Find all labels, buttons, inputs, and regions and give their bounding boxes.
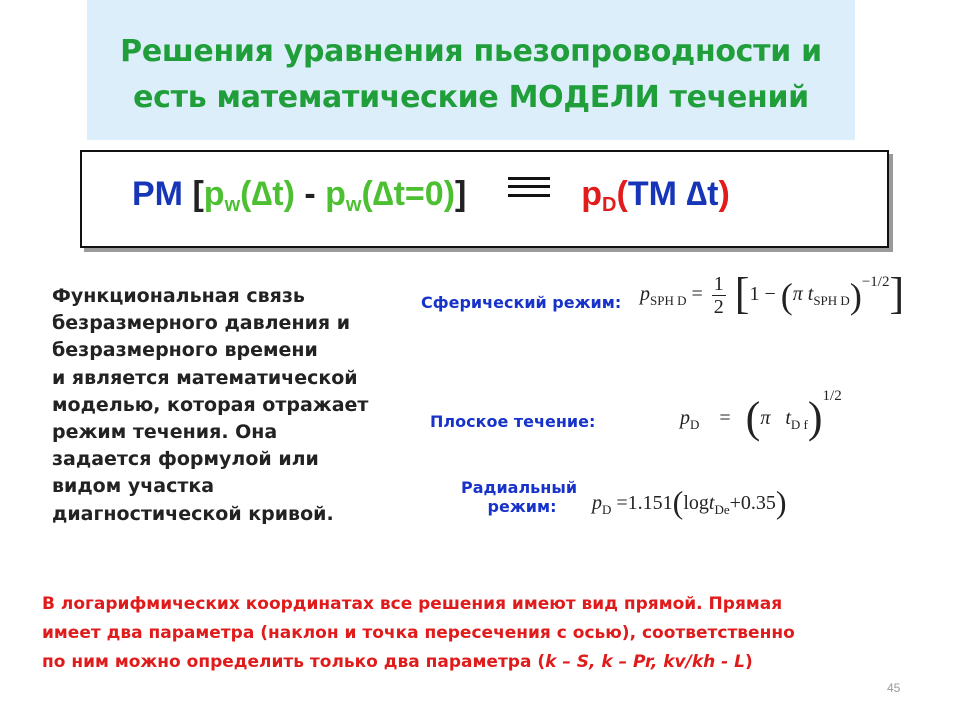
- planar-pi: π: [760, 407, 771, 429]
- bottom-note-line: имеет два параметра (наклон и точка пересечения с осью), соответственно: [42, 623, 795, 643]
- equivalence-sign: [508, 177, 550, 197]
- paragraph-line: моделью, которая отражает: [52, 393, 369, 416]
- description-paragraph: [52, 283, 392, 528]
- radial-paren-close: ): [775, 484, 787, 520]
- bottom-note-params: k – S, k – Pr, kv/kh - L: [545, 652, 745, 672]
- paragraph-line: и является математической: [52, 366, 358, 389]
- radial-log: log: [683, 492, 709, 514]
- spherical-fraction: [712, 273, 726, 318]
- paragraph-line: Функциональная связь: [52, 285, 305, 307]
- eq-rhs-open: (: [616, 175, 628, 213]
- spherical-lhs-sub: SPH D: [650, 293, 687, 308]
- spherical-one-minus: 1 −: [749, 283, 776, 305]
- paragraph-line: видом участка: [52, 475, 215, 498]
- eq-p1-sub: w: [224, 194, 241, 216]
- radial-t-sub: De: [714, 502, 730, 517]
- planar-t-sub: D f: [790, 417, 808, 432]
- spherical-lhs: p: [640, 283, 650, 305]
- eq-p2-sub: w: [345, 194, 362, 216]
- planar-paren-close: ): [807, 393, 823, 442]
- spherical-bracket-open: [: [734, 269, 750, 318]
- main-equation: [132, 175, 730, 217]
- paragraph-line: режим течения. Она: [52, 421, 278, 444]
- eq-rhs-close: ): [718, 175, 730, 213]
- eq-bracket-open: [: [192, 175, 204, 213]
- paragraph-line: безразмерного давления и: [52, 312, 351, 335]
- eq-p2: p: [325, 175, 346, 213]
- paragraph-line: задается формулой или: [52, 448, 319, 471]
- eq-minus: -: [304, 175, 316, 213]
- planar-paren-open: (: [745, 393, 761, 442]
- radial-rhs-pre: =1.151: [616, 492, 673, 514]
- spherical-eq: =: [691, 283, 703, 305]
- planar-regime-label: Плоское течение:: [430, 412, 596, 431]
- spherical-regime-label: Сферический режим:: [421, 293, 622, 312]
- planar-formula: [680, 388, 842, 440]
- title-banner: [87, 0, 855, 140]
- bottom-note-line: В логарифмических координатах все решения имеют вид прямой. Прямая: [42, 594, 783, 614]
- main-equation-box: [80, 150, 889, 248]
- planar-lhs-sub: D: [690, 417, 700, 432]
- spherical-t-sub: SPH D: [813, 293, 850, 308]
- radial-plus: +0.35: [729, 492, 776, 514]
- planar-eq: =: [719, 407, 731, 429]
- slide-title-line-2: есть математические МОДЕЛИ течений: [133, 80, 809, 115]
- bottom-note-line3-pre: по ним можно определить только два параметра (: [42, 652, 546, 672]
- eq-arg1: (∆t): [240, 175, 295, 213]
- eq-rhs-sub: D: [602, 194, 617, 216]
- spherical-paren-close: ): [849, 276, 862, 316]
- radial-label-line-1: Радиальный: [461, 478, 578, 497]
- radial-label-line-2: режим:: [487, 497, 557, 516]
- eq-rhs-tm: TM ∆t: [627, 175, 719, 213]
- paragraph-line: диагностической кривой.: [52, 502, 334, 525]
- eq-bracket-close: ]: [455, 175, 467, 213]
- radial-formula: [592, 486, 787, 518]
- spherical-paren-open: (: [780, 276, 793, 316]
- paragraph-line: безразмерного времени: [52, 339, 318, 362]
- planar-lhs: p: [680, 407, 690, 429]
- planar-exponent: 1/2: [822, 388, 842, 404]
- radial-lhs-sub: D: [602, 502, 612, 517]
- bottom-note: [42, 590, 942, 677]
- spherical-formula: [640, 269, 905, 318]
- page-number: 45: [887, 681, 901, 695]
- spherical-t: t: [807, 283, 814, 305]
- eq-arg2: (∆t=0): [361, 175, 456, 213]
- slide-title-line-1: Решения уравнения пьезопроводности и: [120, 34, 822, 69]
- spherical-denominator: 2: [713, 295, 724, 318]
- radial-paren-open: (: [672, 484, 684, 520]
- radial-regime-label: [461, 478, 577, 516]
- spherical-bracket-close: ]: [889, 269, 905, 318]
- radial-t: t: [708, 492, 715, 514]
- eq-p1: p: [203, 175, 225, 213]
- bottom-note-line-3: [42, 648, 942, 677]
- eq-pm: PM: [132, 175, 183, 213]
- spherical-pi: π: [792, 283, 803, 305]
- eq-rhs-p: p: [581, 175, 603, 213]
- planar-t: t: [785, 407, 791, 429]
- spherical-exponent: −1/2: [861, 274, 890, 290]
- radial-lhs: p: [592, 492, 602, 514]
- spherical-numerator: 1: [713, 272, 724, 295]
- bottom-note-line3-post: ): [744, 652, 753, 672]
